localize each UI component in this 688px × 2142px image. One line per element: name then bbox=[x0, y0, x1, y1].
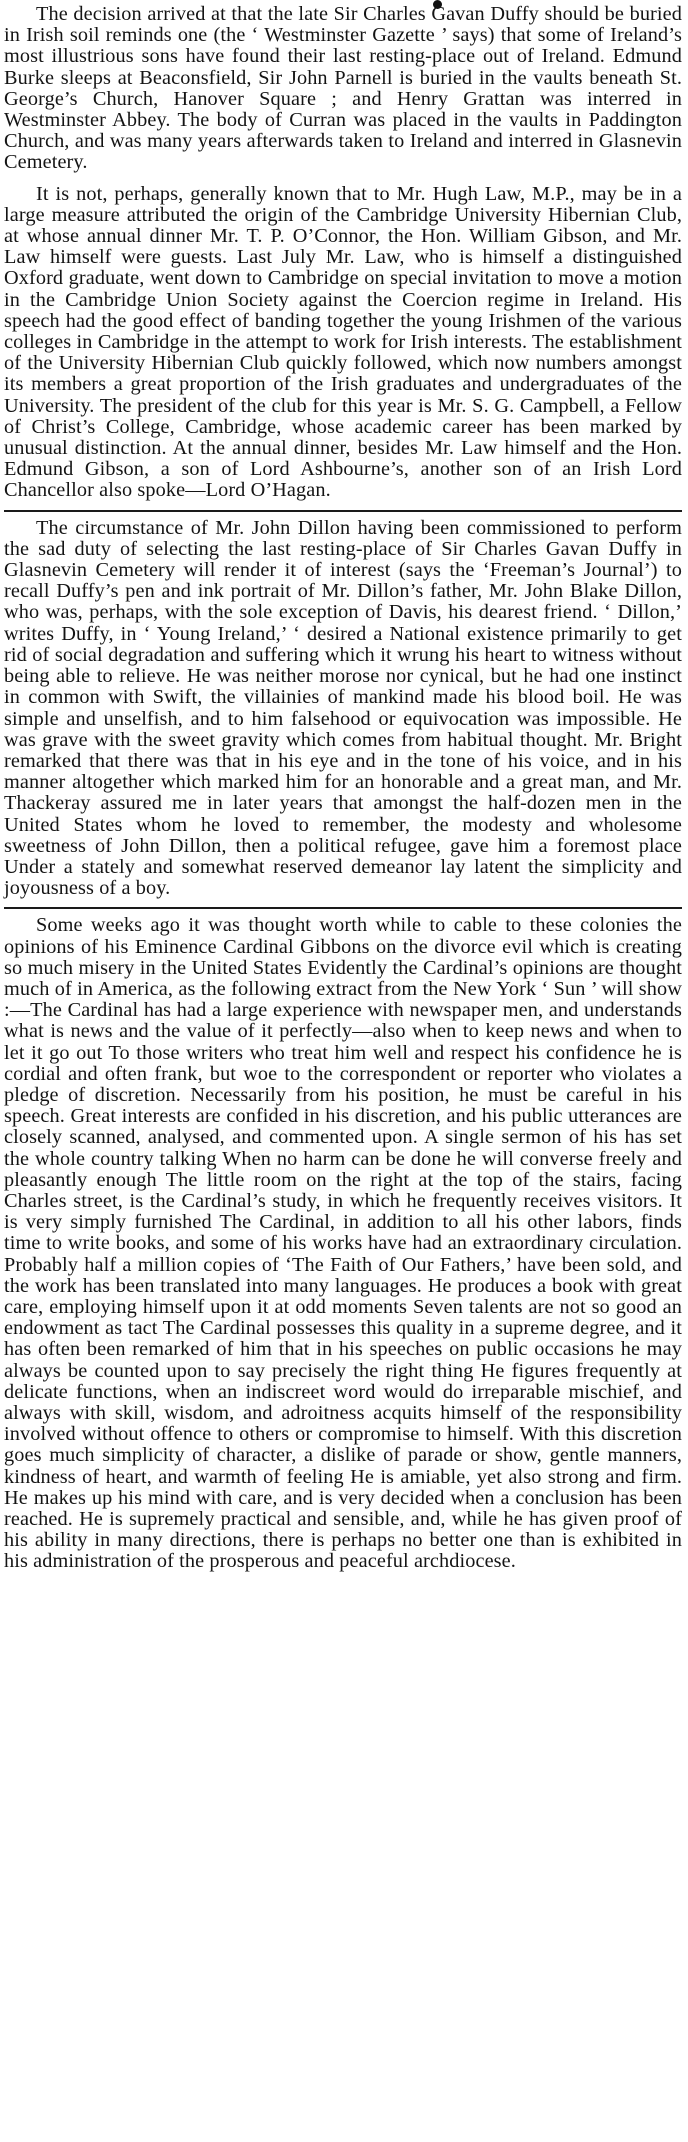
section-divider bbox=[4, 907, 682, 909]
paragraph-john-dillon: The circumstance of Mr. John Dillon having been commissioned to perform the sad duty of selecting the last resting-place of Sir Charles Gavan Duffy in Glasnevin Cemetery will render it of interest (says the ‘Freeman’s Journal’) to recall Duffy’s pen and ink portrait of Mr. Dillon’s father, Mr. John Blake Dillon, who was, perhaps, with the sole exception of Davis, his dearest friend. ‘ Dillon,’ writes Duffy, in ‘ Young Ireland,’ ‘ desired a National existence primarily to get rid of social degradation and suffering which it wrung his heart to witness without being able to relieve. He was neither morose nor cynical, but he had one instinct in common with Swift, the villainies of mankind made his blood boil. He was simple and unselfish, and to him falsehood or equivocation was impossible. He was grave with the sweet gravity which comes from habitual thought. Mr. Bright remarked that there was that in his eye and in the tone of his voice, and in his manner altogether which marked him for an honorable and a great man, and Mr. Thackeray assured me in later years that amongst the half-dozen men in the United States whom he loved to remember, the modesty and wholesome sweetness of John Dillon, then a political refugee, gave him a foremost place Under a stately and somewhat reserved demeanor lay latent the simplicity and joyousness of a boy. bbox=[4, 516, 682, 900]
section-divider bbox=[4, 510, 682, 512]
paragraph-hibernian-club: It is not, perhaps, generally known that to Mr. Hugh Law, M.P., may be in a large measure attributed the origin of the Cambridge University Hibernian Club, at whose annual dinner Mr. T. P. O’Connor, the Hon. William Gibson, and Mr. Law himself were guests. Last July Mr. Law, who is himself a distinguished Oxford graduate, went down to Cambridge on special invitation to move a motion in the Cambridge Union Society against the Coercion regime in Ireland. His speech had the good effect of banding together the young Irishmen of the various colleges in Cambridge in the attempt to work for Irish interests. The establishment of the University Hibernian Club quickly followed, which now numbers amongst its members a great proportion of the Irish graduates and undergraduates of the University. The president of the club for this year is Mr. S. G. Campbell, a Fellow of Christ’s College, Cambridge, whose academic career has been marked by unusual distinction. At the annual dinner, besides Mr. Law himself and the Hon. Edmund Gibson, a son of Lord Ashbourne’s, another son of an Irish Lord Chancellor also spoke—Lord O’Hagan. bbox=[4, 182, 682, 502]
newspaper-column bbox=[4, 4, 682, 1573]
paragraph-duffy-burial: The decision arrived at that the late Sir Charles Gavan Duffy should be buried in Irish soil reminds one (the ‘ Westminster Gazette ’ says) that some of Ireland’s most illustrious sons have found their last resting-place out of Ireland. Edmund Burke sleeps at Beaconsfield, Sir John Parnell is buried in the vaults beneath St. George’s Church, Hanover Square ; and Henry Grattan was interred in Westminster Abbey. The body of Curran was placed in the vaults in Paddington Church, and was many years afterwards taken to Ireland and interred in Glasnevin Cemetery. bbox=[4, 3, 682, 174]
paragraph-cardinal-gibbons: Some weeks ago it was thought worth while to cable to these colonies the opinions of his Eminence Cardinal Gibbons on the divorce evil which is creating so much misery in the United States Evidently the Cardinal’s opinions are thought much of in America, as the following extract from the New York ‘ Sun ’ will show :—The Cardinal has had a large experience with newspaper men, and understands what is news and the value of it perfectly—also when to keep news and when to let it go out To those writers who treat him well and respect his confidence he is cordial and often frank, but woe to the correspondent or reporter who violates a pledge of discretion. Necessarily from his position, he must be careful in his speech. Great interests are confided in his discretion, and his public utterances are closely scanned, analysed, and commented upon. A single sermon of his has set the whole country talking When no harm can be done he will converse freely and pleasantly enough The little room on the right at the top of the stairs, facing Charles street, is the Cardinal’s study, in which he frequently receives visitors. It is very simply furnished The Cardinal, in addition to all his other labors, finds time to write books, and some of his works have had an extraordinary circulation. Probably half a million copies of ‘The Faith of Our Fathers,’ have been sold, and the work has been translated into many languages. He produces a book with great care, employing himself upon it at odd moments Seven talents are not so good an endowment as tact The Cardinal possesses this quality in a supreme degree, and it has often been remarked of him that in his speeches on public occasions he may always be counted upon to say precisely the right thing He figures frequently at delicate functions, when an indiscreet word would do irreparable mischief, and always with skill, wisdom, and adroitness acquits himself of the responsibility involved without offence to others or compromise to himself. With this discretion goes much simplicity of character, a dislike of parade or show, gentle manners, kindness of heart, and warmth of feeling He is amiable, yet also strong and firm. He makes up his mind with care, and is very decided when a conclusion has been reached. He is supremely practical and sensible, and, while he has given proof of his ability in many directions, there is perhaps no better one than is exhibited in his administration of the prosperous and peaceful archdiocese. bbox=[4, 914, 682, 1573]
